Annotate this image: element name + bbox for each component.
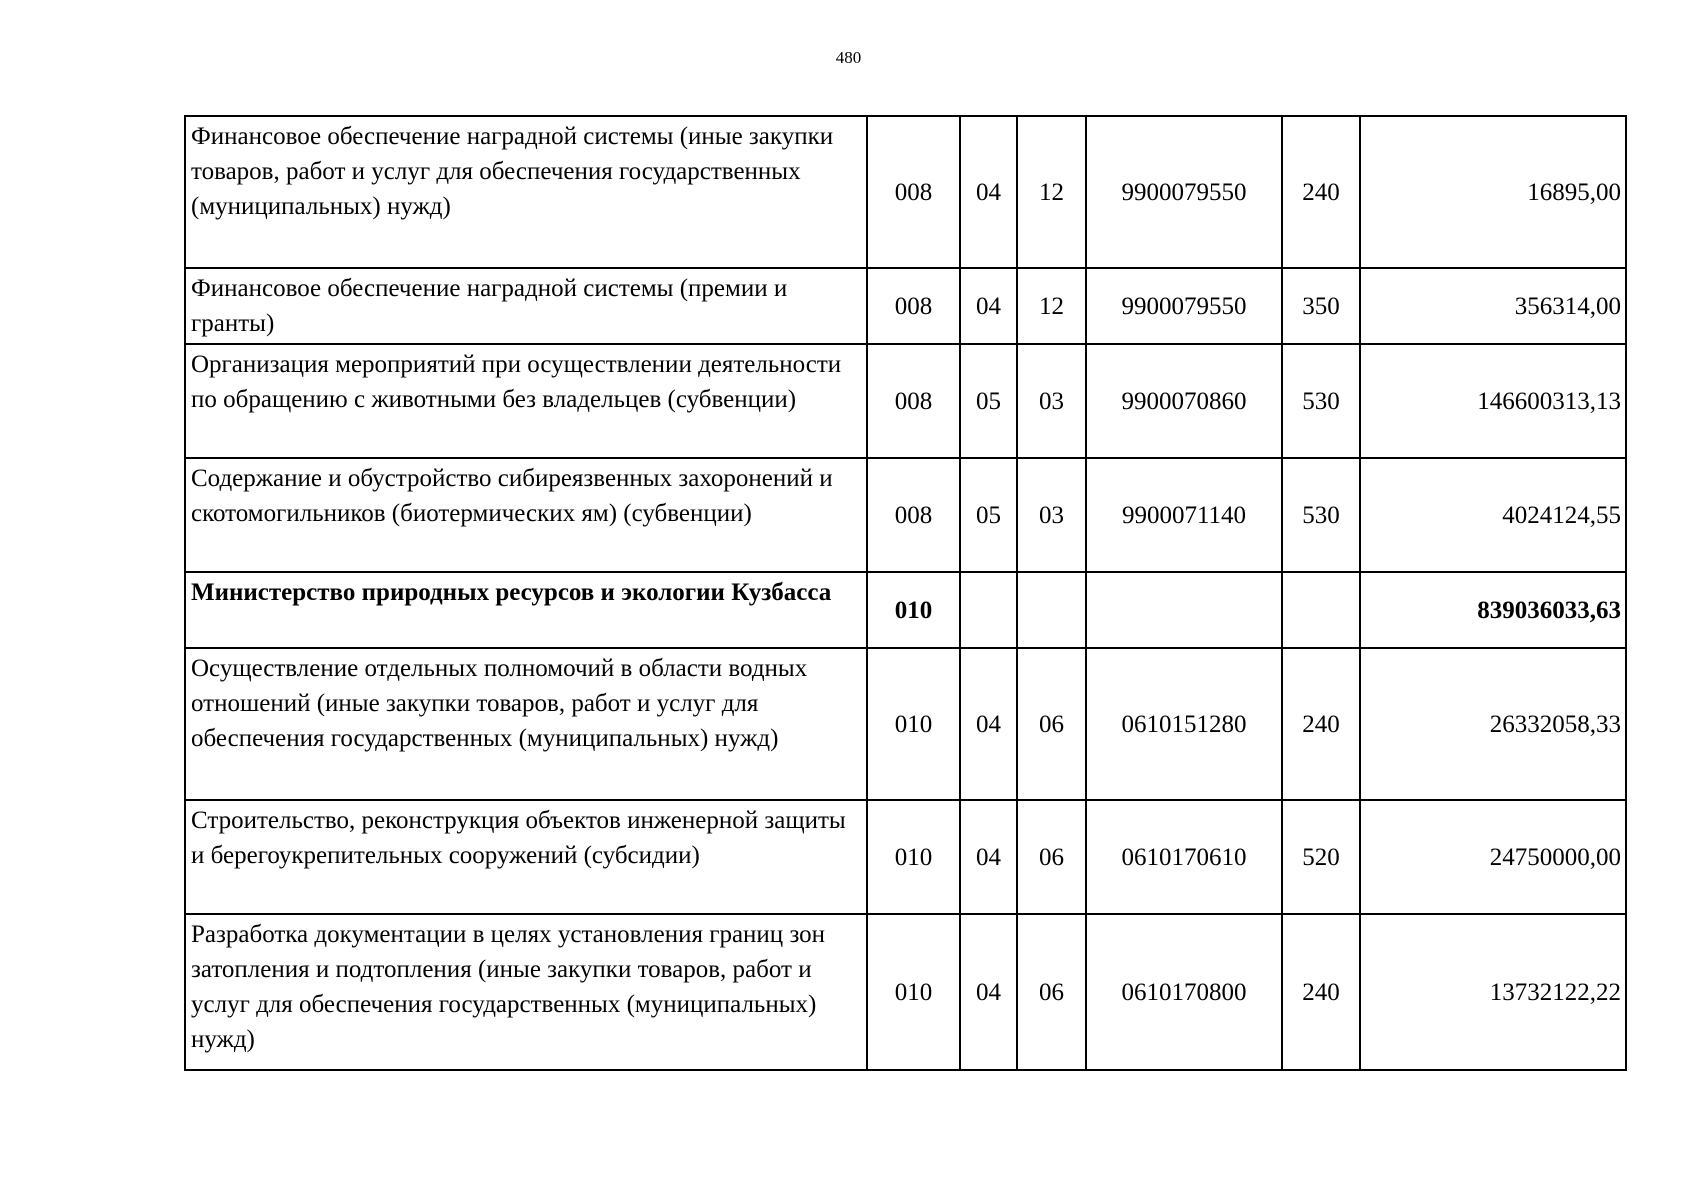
expense-code: 520 <box>1282 800 1360 914</box>
row-name: Организация мероприятий при осуществлении деятельности по обращению с животными без владельцев (субвенции) <box>185 344 867 458</box>
section-code: 04 <box>960 914 1017 1070</box>
subsection-code: 06 <box>1017 914 1086 1070</box>
expense-code: 530 <box>1282 458 1360 572</box>
subsection-code: 12 <box>1017 268 1086 344</box>
expense-code <box>1282 572 1360 648</box>
row-name: Разработка документации в целях установления границ зон затопления и подтопления (иные закупки товаров, работ и услуг для обеспечения государственных (муниципальных) нужд) <box>185 914 867 1070</box>
row-name: Содержание и обустройство сибиреязвенных захоронений и скотомогильников (биотермических ям) (субвенции) <box>185 458 867 572</box>
amount: 4024124,55 <box>1360 458 1626 572</box>
budget-table <box>184 115 1627 1071</box>
target-code: 9900070860 <box>1086 344 1282 458</box>
subsection-code <box>1017 572 1086 648</box>
target-code: 0610151280 <box>1086 648 1282 800</box>
table-row <box>185 268 1626 344</box>
ministry-code: 010 <box>867 648 960 800</box>
amount: 24750000,00 <box>1360 800 1626 914</box>
target-code: 0610170610 <box>1086 800 1282 914</box>
row-name: Финансовое обеспечение наградной системы (премии и гранты) <box>185 268 867 344</box>
section-code: 05 <box>960 458 1017 572</box>
target-code: 9900071140 <box>1086 458 1282 572</box>
ministry-code: 010 <box>867 914 960 1070</box>
ministry-code: 010 <box>867 800 960 914</box>
amount: 26332058,33 <box>1360 648 1626 800</box>
table-row-ministry-total <box>185 572 1626 648</box>
table-row <box>185 648 1626 800</box>
table-row <box>185 116 1626 268</box>
table-row <box>185 914 1626 1070</box>
expense-code: 240 <box>1282 914 1360 1070</box>
expense-code: 350 <box>1282 268 1360 344</box>
expense-code: 240 <box>1282 116 1360 268</box>
section-code: 04 <box>960 648 1017 800</box>
ministry-code: 008 <box>867 458 960 572</box>
amount: 356314,00 <box>1360 268 1626 344</box>
amount: 146600313,13 <box>1360 344 1626 458</box>
ministry-code: 010 <box>867 572 960 648</box>
subsection-code: 12 <box>1017 116 1086 268</box>
page-number: 480 <box>835 48 862 67</box>
ministry-code: 008 <box>867 344 960 458</box>
ministry-code: 008 <box>867 268 960 344</box>
row-name: Осуществление отдельных полномочий в области водных отношений (иные закупки товаров, работ и услуг для обеспечения государственных (муниципальных) нужд) <box>185 648 867 800</box>
subsection-code: 06 <box>1017 648 1086 800</box>
subsection-code: 03 <box>1017 344 1086 458</box>
table-row <box>185 800 1626 914</box>
target-code: 9900079550 <box>1086 268 1282 344</box>
section-code: 04 <box>960 800 1017 914</box>
section-code: 04 <box>960 268 1017 344</box>
row-name: Строительство, реконструкция объектов инженерной защиты и берегоукрепительных сооружений (субсидии) <box>185 800 867 914</box>
subsection-code: 03 <box>1017 458 1086 572</box>
section-code <box>960 572 1017 648</box>
table-row <box>185 458 1626 572</box>
row-name: Министерство природных ресурсов и экологии Кузбасса <box>185 572 867 648</box>
section-code: 04 <box>960 116 1017 268</box>
table-row <box>185 344 1626 458</box>
amount: 16895,00 <box>1360 116 1626 268</box>
amount: 839036033,63 <box>1360 572 1626 648</box>
target-code: 9900079550 <box>1086 116 1282 268</box>
subsection-code: 06 <box>1017 800 1086 914</box>
target-code <box>1086 572 1282 648</box>
amount: 13732122,22 <box>1360 914 1626 1070</box>
row-name: Финансовое обеспечение наградной системы (иные закупки товаров, работ и услуг для обеспечения государственных (муниципальных) нужд) <box>185 116 867 268</box>
target-code: 0610170800 <box>1086 914 1282 1070</box>
section-code: 05 <box>960 344 1017 458</box>
expense-code: 240 <box>1282 648 1360 800</box>
expense-code: 530 <box>1282 344 1360 458</box>
ministry-code: 008 <box>867 116 960 268</box>
